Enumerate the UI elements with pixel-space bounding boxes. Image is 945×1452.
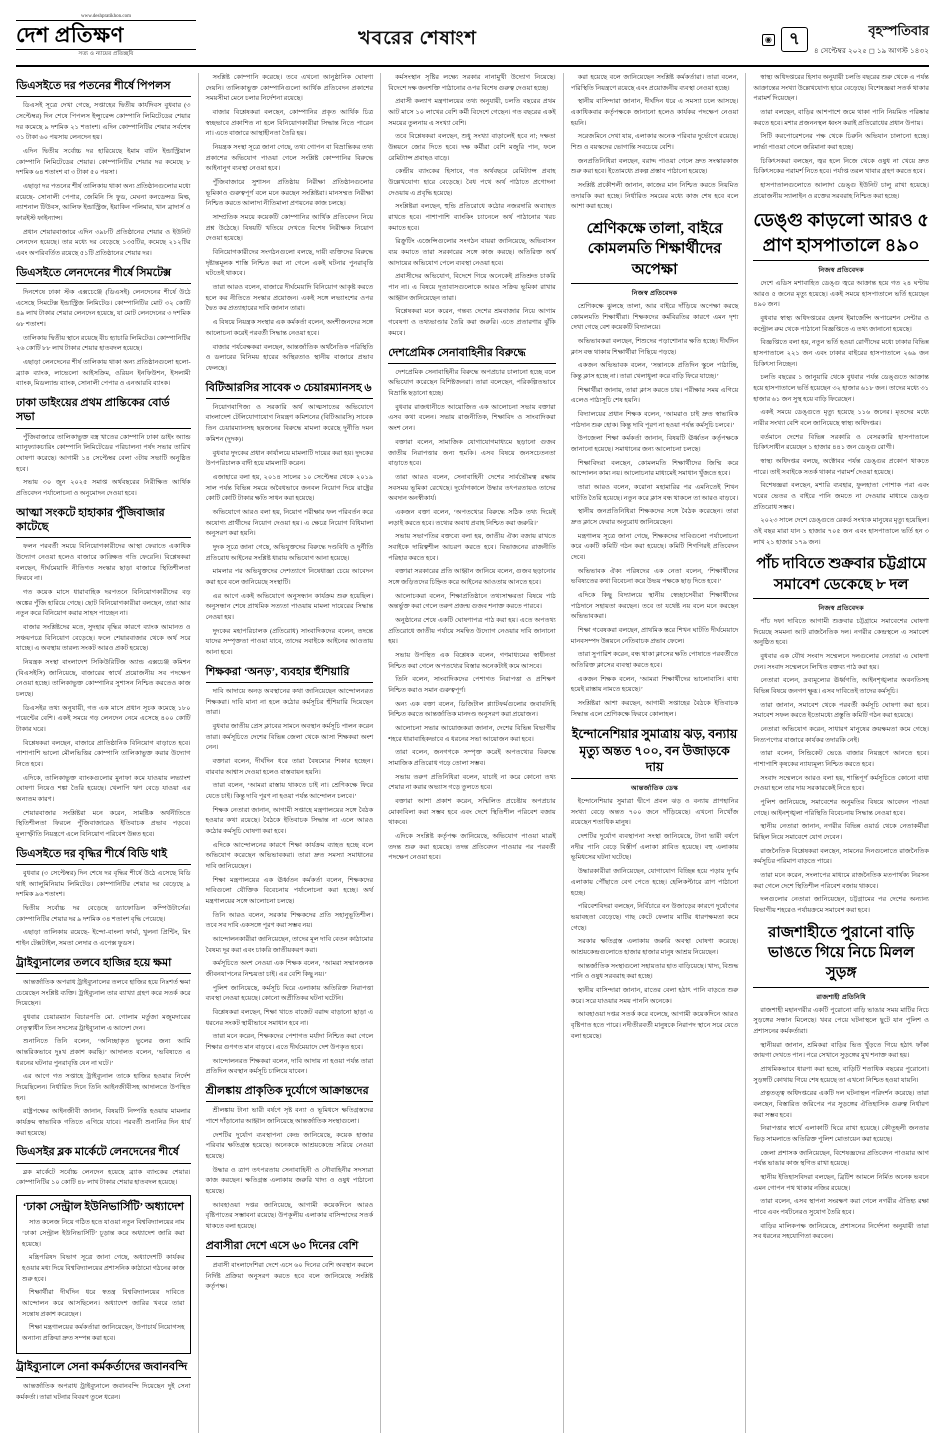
paragraph: নিয়োগবাণিজ্য ও সরকারি অর্থ আত্মসাতের অভিযোগে বাংলাদেশ টেলিযোগাযোগ নিয়ন্ত্রণ কমিশনের (বিটিআরসি) সাবেক তিন চেয়ারম্যানসহ ছয়জনের বিরুদ্ধে মামলা করেছে দুর্নীতি দমন কমিশন (দুদক)। (205, 403, 374, 443)
article-headline[interactable]: ডিএসইর ব্লক মার্কেটে লেনদেনের শীর্ষে (16, 1145, 191, 1163)
paragraph: অন্য এক বক্তা বলেন, ডিজিটাল প্ল্যাটফর্মগুলোর জবাবদিহি নিশ্চিত করতে আন্তর্জাতিক মানদণ্ড অনুসরণ করা প্রয়োজন। (388, 700, 556, 719)
article (16, 1360, 191, 1404)
paragraph: তারা আরও বলেন, করোনা মহামারির পর এমনিতেই শিখন ঘাটতি তৈরি হয়েছে। নতুন করে ক্লাস বন্ধ থাকলে তা আরও বাড়বে। (570, 483, 739, 502)
paragraph: উদ্ধারকারীরা জানিয়েছেন, যোগাযোগ বিচ্ছিন্ন হয়ে পড়ায় দুর্গম এলাকায় পৌঁছাতে বেগ পেতে হচ্ছে। হেলিকপ্টারে ত্রাণ পাঠানো হচ্ছে। (570, 868, 739, 897)
paragraph: একজন অভিভাবক বলেন, ‘সন্তানকে প্রতিদিন স্কুলে পাঠাচ্ছি, কিন্তু ক্লাস হচ্ছে না। তারা খেলাধুলা করে বাড়ি ফিরে যাচ্ছে।’ (570, 362, 739, 380)
paragraph: দেশটির দুর্যোগ ব্যবস্থাপনা কেন্দ্র জানিয়েছে, কয়েক হাজার পরিবার ক্ষতিগ্রস্ত হয়েছে। অনেককে আশ্রয়কেন্দ্রে সরিয়ে নেওয়া হয়েছে। (205, 1131, 374, 1161)
column-3 (381, 73, 564, 1433)
paragraph: এছাড়া দর পতনের শীর্ষ তালিকায় থাকা অন্য প্রতিষ্ঠানগুলোর মধ্যে রয়েছে- সোনালী পেপার, জেমিনি সি ফুড, মেঘনা কনডেন্সড মিল্ক, ন্যাশনাল টিউবস, আলিফ ইন্ডাস্ট্রিজ, ইয়াকিন পলিমার, খান ব্রাদার্স ও ফারইস্ট ফাইন্যান্স। (16, 183, 191, 223)
article-headline[interactable]: ইন্দোনেশিয়ার সুমাত্রায় ঝড়, বন্যায় মৃত্যু অন্তত ৭০০, বন উজাড়কে দায় (571, 726, 739, 779)
paragraph: দুদক সূত্রে জানা গেছে, অভিযুক্তদের বিরুদ্ধে দণ্ডবিধি ও দুর্নীতি প্রতিরোধ আইনের সংশ্লিষ্ট ধারায় অভিযোগ আনা হয়েছে। (205, 543, 374, 562)
paragraph: কর্মসংস্থান সৃষ্টির লক্ষ্যে সরকার নানামুখী উদ্যোগ নিয়েছে। বিদেশে দক্ষ জনশক্তি পাঠানোর ওপর বিশেষ গুরুত্ব দেওয়া হচ্ছে। (388, 74, 556, 92)
paragraph: পুঁজিবাজারে সুশাসন প্রতিষ্ঠায় নিরীক্ষা প্রতিষ্ঠানগুলোর ভূমিকাও গুরুত্বপূর্ণ বলে মনে করছেন সংশ্লিষ্টরা। মানসম্মত নিরীক্ষা নিশ্চিত করতে আলাদা নীতিমালা প্রণয়নের কাজ চলছে। (205, 179, 374, 208)
article-headline[interactable]: দেশপ্রেমিক সেনাবাহিনীর বিরুদ্ধে (388, 346, 556, 364)
publication-date: ৪ সেপ্টেম্বর ২০২৫ ◻ ১৯ আগস্ট ১৪৩২ (813, 47, 929, 55)
article-headline[interactable]: শিক্ষকরা ‘অনড়’, ব্যবহার হুঁশিয়ারি (206, 665, 374, 683)
paragraph: দিনশেষে ঢাকা স্টক এক্সচেঞ্জে (ডিএসই) লেনদেনের শীর্ষে উঠে এসেছে সিমটেক্স ইন্ডাস্ট্রিজ লিমিটেড। কোম্পানিটির মোট ৩২ কোটি ৪৯ লাখ টাকার শেয়ার লেনদেন হয়েছে, যা মোট লেনদেনের ৩ দশমিক ৬৮ শতাংশ। (16, 289, 191, 329)
paragraph: এদিকে সংশ্লিষ্ট কর্তৃপক্ষ জানিয়েছে, অভিযোগ পাওয়া মাত্রই তদন্ত শুরু করা হয়েছে। তদন্ত প্রতিবেদন পাওয়ার পর পরবর্তী পদক্ষেপ নেওয়া হবে। (388, 833, 556, 862)
article-headline[interactable]: ঢাকা ডাইংয়ের প্রথম প্রান্তিকের বোর্ড সভা (16, 396, 191, 429)
article-continuation (206, 73, 374, 374)
paragraph: এর আগে গত সপ্তাহে ট্রাইব্যুনাল তাকে হাজির হওয়ার নির্দেশ দিয়েছিলেন। নির্ধারিত দিনে তিনি আইনজীবীসহ আদালতে উপস্থিত হন। (16, 1073, 191, 1102)
paragraph: দ্বিতীয় সর্বোচ্চ দর বেড়েছে ড্যাফোডিল কম্পিউটার্সের। কোম্পানিটির শেয়ার দর ৯ দশমিক ৩৪ শতাংশ বৃদ্ধি পেয়েছে। (16, 905, 191, 923)
masthead (16, 14, 929, 67)
paragraph: সভায় উপস্থিত এক বিশ্লেষক বলেন, গণমাধ্যমের স্বাধীনতা নিশ্চিত করা গেলে অপতথ্যের বিস্তার অনেকটাই কমে আসবে। (388, 651, 556, 670)
paragraph: তারা আরও বলেন, সেনাবাহিনী দেশের সার্বভৌমত্ব রক্ষায় সবসময় ভূমিকা রেখেছে। দুর্যোগকালে উদ্ধার তৎপরতায়ও তাদের অবদান অনস্বীকার্য। (388, 473, 556, 503)
article-continuation (753, 73, 929, 202)
publication-logo[interactable] (16, 14, 196, 59)
paragraph: দেশপ্রেমিক সেনাবাহিনীর বিরুদ্ধে অপপ্রচার চালানো হচ্ছে বলে অভিযোগ করেছেন বিশিষ্টজনরা। তারা বলেছেন, পরিকল্পিতভাবে বিভ্রান্তি ছড়ানো হচ্ছে। (388, 368, 556, 398)
paragraph: করা হয়েছে বলে জানিয়েছেন সংশ্লিষ্ট কর্মকর্তারা। তারা বলেন, পরিস্থিতি নিয়ন্ত্রণে রয়েছে এবং প্রয়োজনীয় ব্যবস্থা নেওয়া হচ্ছে। (570, 74, 739, 92)
paragraph: তবে বিশ্লেষকরা বলছেন, শুধু সংখ্যা বাড়ালেই হবে না; দক্ষতা উন্নয়নে জোর দিতে হবে। দক্ষ কর্মীরা বেশি মজুরি পান, ফলে রেমিট্যান্স প্রবাহও বাড়ে। (388, 133, 556, 162)
article-headline[interactable]: ডিএসইতে দর বৃদ্ধির শীর্ষে বিডি থাই (16, 847, 191, 865)
paragraph: বাড়ির মালিকপক্ষ জানিয়েছে, প্রশাসনের নির্দেশনা অনুযায়ী তারা সব ধরনের সহযোগিতা করবেন। (753, 1222, 929, 1241)
article-headline[interactable]: আত্মা সংকটে হাহাকার পুঁজিবাজার কাটেছে (16, 506, 191, 539)
article-headline[interactable]: ‘ঢাকা সেন্ট্রাল ইউনিভার্সিটি’ অধ্যাদেশ (22, 1201, 184, 1214)
paragraph: নিয়ন্ত্রক সংস্থা বাংলাদেশ সিকিউরিটিজ অ্যান্ড এক্সচেঞ্জ কমিশন (বিএসইসি) জানিয়েছে, বাজারের স্বার্থে প্রয়োজনীয় সব পদক্ষেপ নেওয়া হচ্ছে। তালিকাভুক্ত কোম্পানির সুশাসন নিশ্চিত করতেও কাজ চলছে। (16, 659, 191, 699)
paragraph: বুধবার (৩ সেপ্টেম্বর) দিন শেষে দর বৃদ্ধির শীর্ষে উঠে এসেছে বিডি থাই অ্যালুমিনিয়াম লিমিটেড। কোম্পানিটির শেয়ার দর বেড়েছে ৯ দশমিক ৯৬ শতাংশ। (16, 870, 191, 899)
paragraph: তারা বলছেন, বাড়ির আশপাশে জমে থাকা পানি নিয়মিত পরিষ্কার করতে হবে। মশার প্রজননস্থল ধ্বংস করাই প্রতিরোধের প্রধান উপায়। (753, 109, 929, 127)
page-glyph-icon: ◉ (762, 34, 775, 46)
article-body (571, 302, 739, 721)
paragraph: অভিযোগে আরও বলা হয়, নিয়োগ পরীক্ষার ফল পরিবর্তন করে অযোগ্য প্রার্থীদের নিয়োগ দেওয়া হয়। এ ক্ষেত্রে নিয়োগ বিধিমালা অনুসরণ করা হয়নি। (205, 508, 374, 538)
paragraph: শিক্ষার্থীরা জানায়, তারা ক্লাস করতে চায়। পরীক্ষার সময় এগিয়ে এলেও পাঠ্যসূচি শেষ হয়নি। (570, 386, 739, 405)
paragraph: অভিভাবক ঐক্য পরিষদের এক নেতা বলেন, ‘শিক্ষার্থীদের ভবিষ্যতের কথা বিবেচনা করে উভয় পক্ষকে ছাড় দিতে হবে।’ (570, 567, 739, 586)
article (753, 554, 929, 916)
article-headline[interactable]: বিটিআরসির সাবেক ৩ চেয়ারম্যানসহ ৬ (206, 381, 374, 399)
article-headline[interactable]: রাজশাহীতে পুরানো বাড়ি ভাঙতে গিয়ে নিচে মিলল সুড়ঙ্গ (753, 923, 929, 988)
paragraph: শিক্ষা গবেষকরা বলছেন, প্রাথমিক স্তরে শিখন ঘাটতি দীর্ঘমেয়াদে মানবসম্পদ উন্নয়নে নেতিবাচক প্রভাব ফেলে। (570, 627, 739, 645)
paragraph: সাত কলেজ নিয়ে গঠিত হতে যাওয়া নতুন বিশ্ববিদ্যালয়ের নাম ‘ঢাকা সেন্ট্রাল ইউনিভার্সিটি’ চূড়ান্ত করে অধ্যাদেশ জারি করা হয়েছে। (22, 1219, 185, 1248)
logo-tagline: www.deshpratikhon.com (81, 14, 131, 19)
article-body (206, 73, 374, 374)
paragraph: দেশটির দুর্যোগ ব্যবস্থাপনা সংস্থা জানিয়েছে, টানা ভারী বর্ষণে নদীর পানি বেড়ে বিস্তীর্ণ এলাকা প্লাবিত হয়েছে। বহু এলাকায় ভূমিধসের ঘটনা ঘটেছে। (570, 833, 739, 862)
paragraph: সংশ্লিষ্টরা বলছেন, হুন্ডি প্রতিরোধে কঠোর নজরদারি অব্যাহত রাখতে হবে। পাশাপাশি ব্যাংকিং চ্যানেলে অর্থ পাঠানোর খরচ কমাতে হবে। (388, 203, 556, 232)
paragraph: বাজার সংশ্লিষ্টদের মতে, সুদহার বৃদ্ধির কারণে ব্যাংক আমানত ও সঞ্চয়পত্রে বিনিয়োগ বেড়েছে। ফলে শেয়ারবাজার থেকে অর্থ সরে যাচ্ছে। এ অবস্থায় তারল্য সংকট আরও প্রকট হয়েছে। (16, 624, 191, 653)
paragraph: তারা বলেন, সিন্ডিকেট ভেঙে বাজার নিয়ন্ত্রণে আনতে হবে। পাশাপাশি কৃষকের ন্যায্যমূল্য নিশ্চিত করতে হবে। (753, 750, 929, 769)
paragraph: মন্ত্রিপরিষদ বিভাগ সূত্রে জানা গেছে, অধ্যাদেশটি কার্যকর হওয়ার মধ্য দিয়ে বিশ্ববিদ্যালয়ের প্রশাসনিক কাঠামো গঠনের কাজ শুরু হবে। (22, 1254, 185, 1283)
article (206, 1239, 374, 1293)
paragraph: প্রবাসীদের অভিযোগ, বিদেশে গিয়ে অনেকেই প্রতিশ্রুত চাকরি পান না। এ বিষয়ে দূতাবাসগুলোকে আরও সক্রিয় ভূমিকা রাখার আহ্বান জানিয়েছেন তারা। (388, 273, 556, 302)
paragraph: তারা বলেন, এসব স্থাপনা সংরক্ষণ করা গেলে নগরীর ঐতিহ্য রক্ষা পাবে এবং পর্যটনেরও সুযোগ তৈরি হবে। (753, 1198, 929, 1216)
article-body (206, 1106, 374, 1232)
article-headline[interactable]: ডেঙ্গু কাড়লো আরও ৫ প্রাণ হাসপাতালে ৪৯০ (753, 208, 929, 261)
article-boxed (16, 1195, 191, 1354)
paragraph: শিক্ষাবিদরা বলছেন, কোমলমতি শিক্ষার্থীদের জিম্মি করে আন্দোলন কাম্য নয়। আলোচনার মাধ্যমেই সমাধান খুঁজতে হবে। (570, 459, 739, 478)
day-name: বৃহস্পতিবার (868, 23, 929, 38)
article-body (16, 869, 191, 950)
article-headline[interactable]: শ্রেণিকক্ষে তালা, বাইরে কোমলমতি শিক্ষার্থীদের অপেক্ষা (571, 219, 739, 284)
paragraph: পরিবেশবিদরা বলছেন, নির্বিচারে বন উজাড়ের কারণে দুর্যোগের ভয়াবহতা বেড়েছে। গাছ কেটে ফেলায় মাটির ধারণক্ষমতা কমে গেছে। (570, 903, 739, 932)
paragraph: রাজশাহী মহানগরীর একটি পুরোনো বাড়ি ভাঙার সময় মাটির নিচে সুড়ঙ্গের সন্ধান মিলেছে। খবর পেয়ে ঘটনাস্থলে ছুটে যান পুলিশ ও প্রশাসনের কর্মকর্তারা। (753, 1006, 929, 1035)
paragraph: নেতারা বলেন, দ্রব্যমূল্যের ঊর্ধ্বগতি, আইনশৃঙ্খলার অবনতিসহ বিভিন্ন বিষয়ে জনগণ ক্ষুব্ধ। এসব দাবিতেই তাদের কর্মসূচি। (753, 677, 929, 696)
paragraph: বক্তারা বলেন, দীর্ঘদিন ধরে তারা বৈষম্যের শিকার হচ্ছেন। বারবার আশ্বাস দেওয়া হলেও বাস্তবায়ন হয়নি। (205, 757, 374, 776)
paragraph: শ্রীলঙ্কায় টানা ভারী বর্ষণে সৃষ্ট বন্যা ও ভূমিধসে ক্ষতিগ্রস্তদের পাশে দাঁড়ানোর আহ্বান জানিয়েছে আন্তর্জাতিক সংস্থাগুলো। (205, 1107, 374, 1126)
paragraph: শিক্ষার্থীরা দীর্ঘদিন ধরে স্বতন্ত্র বিশ্ববিদ্যালয়ের দাবিতে আন্দোলন করে আসছিলেন। অধ্যাদেশ জারির খবরে তারা সন্তোষ প্রকাশ করেছেন। (22, 1289, 185, 1318)
paragraph: বিশ্লেষকরা বলছেন, শিক্ষা খাতে বাজেট বরাদ্দ বাড়ানো ছাড়া এ ধরনের সংকট স্থায়ীভাবে সমাধান হবে না। (205, 1009, 374, 1027)
paragraph: মামলার পর অভিযুক্তদের দেশত্যাগে নিষেধাজ্ঞা চেয়ে আবেদন করা হবে বলে জানিয়েছে সংস্থাটি। (205, 568, 374, 586)
article-body (388, 368, 556, 829)
paragraph: সভায় ৩০ জুন ২০২৫ সমাপ্ত অর্থবছরের নিরীক্ষিত আর্থিক প্রতিবেদন পর্যালোচনা ও অনুমোদন দেওয়া হবে। (16, 479, 191, 498)
paragraph: আবহাওয়া দপ্তর জানিয়েছে, আগামী কয়েকদিনে আরও বৃষ্টিপাতের সম্ভাবনা রয়েছে। উপকূলীয় এলাকার বাসিন্দাদের সতর্ক থাকতে বলা হয়েছে। (205, 1201, 374, 1231)
paragraph: গত কয়েক মাসে ধারাবাহিক দরপতনে বিনিয়োগকারীদের বড় অঙ্কের পুঁজি হারিয়ে গেছে। ছোট বিনিয়োগকারীরা বলছেন, তারা আর নতুন করে বিনিয়োগ করার সাহস পাচ্ছেন না। (16, 589, 191, 618)
paragraph: ডিএসই সূত্রে দেখা গেছে, সপ্তাহের দ্বিতীয় কার্যদিবস বুধবার (৩ সেপ্টেম্বর) দিন শেষে পিপলস ইন্স্যুরেন্স কোম্পানি লিমিটেডের শেয়ার দর কমেছে ৯ দশমিক ২১ শতাংশ। এদিন কোম্পানিটির শেয়ার সর্বশেষ ৩১ টাকা ৬০ পয়সায় লেনদেন হয়। (16, 102, 191, 142)
paragraph: মন্ত্রণালয় সূত্রে জানা গেছে, শিক্ষকদের দাবিগুলো পর্যালোচনা করে একটি কমিটি গঠন করা হয়েছে। কমিটি শিগগিরই প্রতিবেদন দেবে। (570, 532, 739, 561)
paragraph: রাজনৈতিক বিশ্লেষকরা বলছেন, সামনের দিনগুলোতে রাজনৈতিক কর্মসূচির পরিমাণ বাড়তে পারে। (753, 847, 929, 866)
paragraph: আন্তর্জাতিক সংস্থাগুলো সহায়তার হাত বাড়িয়েছে। খাদ্য, বিশুদ্ধ পানি ও ওষুধ সরবরাহ করা হচ্ছে। (570, 962, 739, 981)
paragraph: ২০২৩ সালে দেশে ডেঙ্গুতে রেকর্ড সংখ্যক মানুষের মৃত্যু হয়েছিল। ওই বছর মারা যান ১ হাজার ৭০৫ জন এবং হাসপাতালে ভর্তি হন ৩ লাখ ২১ হাজার ১৭৯ জন। (753, 517, 929, 546)
paragraph: স্বাস্থ্য অধিদপ্তরের হিসাব অনুযায়ী চলতি বছরের শুরু থেকে এ পর্যন্ত আক্রান্তের সংখ্যা উল্লেখযোগ্য হারে বেড়েছে। বিশেষজ্ঞরা সতর্ক থাকার পরামর্শ দিয়েছেন। (753, 74, 929, 103)
article-body (16, 1168, 191, 1189)
publication-name: দেশ প্রতিক্ষণ (16, 20, 196, 50)
paragraph: এদিকে, তালিকাভুক্ত ব্যাংকগুলোর মুনাফা কমে যাওয়ায় লভ্যাংশ ঘোষণা নিয়েও শঙ্কা তৈরি হয়েছে। খেলাপি ঋণ বেড়ে যাওয়া এর অন্যতম কারণ। (16, 774, 191, 804)
article-body (16, 1382, 191, 1403)
paragraph: নিয়ন্ত্রক সংস্থা সূত্রে জানা গেছে, তথ্য গোপন বা বিভ্রান্তিকর তথ্য প্রকাশের অভিযোগ পাওয়া গেলে সংশ্লিষ্ট কোম্পানির বিরুদ্ধে আইনানুগ ব্যবস্থা নেওয়া হবে। (205, 144, 374, 173)
article-byline: নিজস্ব প্রতিবেদক (818, 604, 864, 612)
paragraph: বিদ্যালয়ের প্রধান শিক্ষক বলেন, ‘আমরাও চাই দ্রুত স্বাভাবিক পাঠদান শুরু হোক। কিন্তু দাবি পূরণ না হওয়া পর্যন্ত কর্মসূচি চলবে।’ (570, 410, 739, 429)
paragraph: পুলিশ জানিয়েছে, কর্মসূচি ঘিরে এলাকায় অতিরিক্ত নিরাপত্তা ব্যবস্থা নেওয়া হয়েছে। কোনো অপ্রীতিকর ঘটনা ঘটেনি। (205, 984, 374, 1003)
paragraph: বিশ্লেষকরা মনে করেন, গন্তব্য দেশের শ্রমবাজার নিয়ে আগাম গবেষণা ও তথ্যভাণ্ডার তৈরি করা জরুরি। এতে প্রতারণার ঝুঁকি কমবে। (388, 308, 556, 337)
article (206, 381, 374, 659)
paragraph: নেতারা অভিযোগ করেন, সাধারণ মানুষের ক্রয়ক্ষমতা কমে গেছে। নিত্যপণ্যের বাজারে কার্যকর তদারকি নেই। (753, 726, 929, 744)
article (16, 79, 191, 260)
article-body (571, 73, 739, 213)
paragraph: বক্তারা আশা প্রকাশ করেন, সম্মিলিত প্রচেষ্টায় অপপ্রচার মোকাবিলা করা সম্ভব হবে এবং দেশে স্থিতিশীল পরিবেশ বজায় থাকবে। (388, 797, 556, 827)
paragraph: আন্তর্জাতিক অপরাধ ট্রাইব্যুনালের তলবে হাজির হয়ে নিঃশর্ত ক্ষমা চেয়েছেন সংশ্লিষ্ট ব্যক্তি। ট্রাইব্যুনাল তার ব্যাখ্যা গ্রহণ করে সতর্ক করে দিয়েছেন। (16, 979, 191, 1008)
paragraph: তারা সুপারিশ করেন, বন্ধ থাকা ক্লাসের ক্ষতি পোষাতে পরবর্তীতে অতিরিক্ত ক্লাসের ব্যবস্থা করতে হবে। (570, 651, 739, 670)
article (16, 396, 191, 500)
article-body (22, 1218, 185, 1344)
article-body (206, 687, 374, 1078)
publication-slogan: সত্য ও ন্যায়ের প্রতিচ্ছবি (78, 51, 134, 58)
paragraph: তারা আরও বলেন, বাজারে দীর্ঘমেয়াদি বিনিয়োগ আকৃষ্ট করতে হলে কর নীতিতে সংস্কার প্রয়োজন। একই সঙ্গে লভ্যাংশের ওপর দ্বৈত কর প্রত্যাহারের দাবি জানান তারা। (205, 284, 374, 313)
page-meta (639, 14, 929, 57)
paragraph: আন্তর্জাতিক অপরাধ ট্রাইব্যুনালে জবানবন্দি দিয়েছেন দুই সেনা কর্মকর্তা। তারা ঘটনার বিবরণ তুলে ধরেন। (16, 1383, 191, 1401)
paragraph: দলগুলোর নেতারা জানিয়েছেন, চট্টগ্রামের পর দেশের অন্যান্য বিভাগীয় শহরেও পর্যায়ক্রমে সমাবেশ করা হবে। (753, 896, 929, 915)
paragraph: সরেজমিনে দেখা যায়, এলাকার অনেক পরিবার দুর্ভোগে রয়েছে। শিশু ও বয়স্কদের ভোগান্তি সবচেয়ে বেশি। (570, 133, 739, 152)
paragraph: বুধবার চেয়ারম্যান বিচারপতি মো. গোলাম মর্তুজা মজুমদারের নেতৃত্বাধীন তিন সদস্যের ট্রাইব্যুনাল এ আদেশ দেন। (16, 1014, 191, 1032)
article-body (16, 101, 191, 259)
paragraph: পুঁজিবাজারে তালিকাভুক্ত বস্ত্র খাতের কোম্পানি ঢাকা ডাইং অ্যান্ড ম্যানুফ্যাকচারিং কোম্পানি লিমিটেডের পরিচালনা পর্ষদ সভার তারিখ ঘোষণা করেছে। আগামী ১৪ সেপ্টেম্বর বেলা ৩টায় সভাটি অনুষ্ঠিত হবে। (16, 433, 191, 473)
paragraph: সংশ্লিষ্ট কোম্পানি করেছে। তবে এখনো আনুষ্ঠানিক ঘোষণা দেয়নি। তালিকাভুক্ত কোম্পানিগুলো আর্থিক প্রতিবেদন প্রকাশের সময়সীমা মেনে চলার নির্দেশনা রয়েছে। (205, 74, 374, 103)
paragraph: পুলিশ জানিয়েছে, সমাবেশের অনুমতির বিষয়ে আবেদন পাওয়া গেছে। আইনশৃঙ্খলা পরিস্থিতি বিবেচনায় সিদ্ধান্ত নেওয়া হবে। (753, 799, 929, 817)
article-body (206, 1261, 374, 1293)
paragraph: সংবাদ সম্মেলনে আরও বলা হয়, শান্তিপূর্ণ কর্মসূচিতে কোনো বাধা দেওয়া হলে তার দায় সরকারকেই নিতে হবে। (753, 774, 929, 793)
paragraph: স্থানীয় বাসিন্দারা জানান, দীর্ঘদিন ধরে এ সমস্যা চলে আসছে। একাধিকবার কর্তৃপক্ষকে জানানো হলেও কার্যকর পদক্ষেপ নেওয়া হয়নি। (570, 98, 739, 127)
paragraph: বক্তারা বলেন, সামাজিক যোগাযোগমাধ্যমে ছড়ানো গুজব জাতীয় নিরাপত্তার জন্য হুমকি। এসব বিষয়ে জনসচেতনতা বাড়াতে হবে। (388, 438, 556, 468)
paragraph: একই সময়ে ডেঙ্গুতে মৃত্যু হয়েছে ১১৬ জনের। মৃতদের মধ্যে নারীর সংখ্যা বেশি বলে জানিয়েছে স্বাস্থ্য অধিদপ্তর। (753, 409, 929, 428)
page-number: ৭ (781, 27, 808, 51)
article (753, 923, 929, 1243)
article-byline: নিজস্ব প্রতিবেদক (818, 267, 864, 275)
paragraph: চলতি বছরের ১ জানুয়ারি থেকে বুধবার পর্যন্ত ডেঙ্গুতে আক্রান্ত হয়ে হাসপাতালে ভর্তি হয়েছেন ৩২ হাজার ৬১৮ জন। তাদের মধ্যে ৩১ হাজার ৬১ জন সুস্থ হয়ে বাড়ি ফিরেছেন। (753, 374, 929, 403)
paragraph: রিক্রুটিং এজেন্সিগুলোর সংগঠন বায়রা জানিয়েছে, অভিবাসন ব্যয় কমাতে তারা সরকারের সঙ্গে কাজ করছে। অতিরিক্ত অর্থ আদায়ের অভিযোগ পেলে ব্যবস্থা নেওয়া হবে। (388, 238, 556, 267)
paragraph: সরকার ক্ষতিগ্রস্ত এলাকায় জরুরি অবস্থা ঘোষণা করেছে। আশ্রয়কেন্দ্রগুলোতে হাজার হাজার মানুষ আশ্রয় নিয়েছেন। (570, 938, 739, 956)
paragraph: প্রত্নতত্ত্ব অধিদপ্তরের একটি দল ঘটনাস্থল পরিদর্শন করেছে। তারা বলছেন, বিস্তারিত জরিপের পর সুড়ঙ্গের ঐতিহাসিক গুরুত্ব নির্ধারণ করা সম্ভব হবে। (753, 1090, 929, 1119)
paragraph: একজন শিক্ষক বলেন, ‘আমরা শিক্ষার্থীদের ভালোবাসি। বাধ্য হয়েই রাস্তায় নামতে হয়েছে।’ (570, 675, 739, 694)
article-headline[interactable]: ট্রাইব্যুনালের তলবে হাজির হয়ে ক্ষমা (16, 956, 191, 974)
section-title: খবরের শেষাংশ (358, 28, 477, 49)
article-headline[interactable]: ডিএসইতে লেনদেনের শীর্ষে সিমটেক্স (16, 266, 191, 284)
column-2 (199, 73, 382, 1433)
article-body (753, 617, 929, 917)
paragraph: নিরাপত্তার স্বার্থে এলাকাটি ঘিরে রাখা হয়েছে। কৌতূহলী জনতার ভিড় সামলাতে অতিরিক্ত পুলিশ মোতায়েন করা হয়েছে। (753, 1125, 929, 1143)
paragraph: ডিএসইর তথ্য অনুযায়ী, গত এক মাসে প্রধান সূচক কমেছে ১৮০ পয়েন্টের বেশি। একই সময়ে গড় লেনদেন নেমে এসেছে ৪০০ কোটি টাকার ঘরে। (16, 704, 191, 734)
article-featured (571, 219, 739, 720)
paragraph: জনপ্রতিনিধিরা বলছেন, বরাদ্দ পাওয়া গেলে দ্রুত সংস্কারকাজ শুরু করা হবে। ইতোমধ্যে প্রকল্প প্রস্তাব পাঠানো হয়েছে। (570, 157, 739, 176)
article (206, 665, 374, 1078)
paragraph: সাম্প্রতিক সময়ে কয়েকটি কোম্পানির আর্থিক প্রতিবেদন নিয়ে প্রশ্ন উঠেছে। বিষয়টি খতিয়ে দেখতে বিশেষ নিরীক্ষক নিয়োগ দেওয়া হয়েছে। (205, 214, 374, 243)
article (16, 506, 191, 841)
paragraph: বক্তারা সরকারের প্রতি আহ্বান জানিয়ে বলেন, গুজব ছড়ানোর সঙ্গে জড়িতদের চিহ্নিত করে আইনের আওতায় আনতে হবে। (388, 568, 556, 586)
paragraph: স্থানীয় নেতারা জানান, নগরীর বিভিন্ন ওয়ার্ড থেকে নেতাকর্মীরা মিছিল নিয়ে সমাবেশে যোগ দেবেন। (753, 823, 929, 842)
section-header (196, 14, 639, 56)
paragraph: অভিভাবকরা বলছেন, শিশুদের পড়াশোনার ক্ষতি হচ্ছে। দীর্ঘদিন ক্লাস বন্ধ থাকায় শিক্ষার্থীরা পিছিয়ে পড়ছে। (570, 337, 739, 356)
article-byline: নিজস্ব প্রতিবেদক (631, 289, 678, 297)
paragraph: বিজ্ঞপ্তিতে বলা হয়, নতুন ভর্তি হওয়া রোগীদের মধ্যে ঢাকার বিভিন্ন হাসপাতালে ২২১ জন এবং ঢাকার বাইরের হাসপাতালে ২৬৯ জন চিকিৎসা নিচ্ছেন। (753, 339, 929, 368)
paragraph: বুধবার জাতীয় প্রেস ক্লাবের সামনে অবস্থান কর্মসূচি পালন করেন তারা। কর্মসূচিতে দেশের বিভিন্ন জেলা থেকে আসা শিক্ষকরা অংশ নেন। (205, 722, 374, 752)
article-continuation (388, 73, 556, 339)
paragraph: তারা জানান, সমাবেশ থেকে পরবর্তী কর্মসূচি ঘোষণা করা হবে। সমাবেশ সফল করতে ইতোমধ্যে প্রস্তুতি কমিটি গঠন করা হয়েছে। (753, 701, 929, 720)
article-headline[interactable]: পাঁচ দাবিতে শুক্রবার চট্টগ্রামে সমাবেশ ডেকেছে ৮ দল (753, 554, 929, 599)
paragraph: উদ্ধার ও ত্রাণ তৎপরতায় সেনাবাহিনী ও নৌবাহিনীর সদস্যরা কাজ করছেন। ক্ষতিগ্রস্ত এলাকায় জরুরি খাদ্য ও ওষুধ পাঠানো হয়েছে। (205, 1166, 374, 1196)
paragraph: ফলন পরবর্তী সময়ে বিনিয়োগকারীদের আস্থা ফেরাতে একাধিক উদ্যোগ নেওয়া হলেও বাজারে কাঙ্ক্ষিত গতি ফেরেনি। বিশ্লেষকরা বলছেন, দীর্ঘমেয়াদি নীতিগত সংস্কার ছাড়া বাজারে স্থিতিশীলতা ফিরবে না। (16, 543, 191, 583)
paragraph: উপজেলা শিক্ষা কর্মকর্তা জানান, বিষয়টি ঊর্ধ্বতন কর্তৃপক্ষকে জানানো হয়েছে। সমাধানের জন্য আলোচনা চলছে। (570, 435, 739, 453)
paragraph: ইন্দোনেশিয়ার সুমাত্রা দ্বীপে প্রবল ঝড় ও বন্যায় প্রাণহানির সংখ্যা বেড়ে অন্তত ৭০০ জনে দাঁড়িয়েছে। এখনো নিখোঁজ রয়েছেন শতাধিক মানুষ। (570, 798, 739, 827)
paragraph: আবহাওয়া দপ্তর সতর্ক করে বলেছে, আগামী কয়েকদিনে আরও বৃষ্টিপাত হতে পারে। নদীতীরবর্তী মানুষকে নিরাপদ স্থানে সরে যেতে বলা হয়েছে। (570, 1011, 739, 1040)
paragraph: চিকিৎসকরা বলছেন, জ্বর হলে নিজে থেকে ওষুধ না খেয়ে দ্রুত চিকিৎসকের পরামর্শ নিতে হবে। পর্যাপ্ত তরল খাবার গ্রহণ করতে হবে। (753, 157, 929, 176)
article-body (753, 279, 929, 548)
article-body (206, 403, 374, 659)
paragraph: এ বিষয়ে নিয়ন্ত্রক সংস্থার এক কর্মকর্তা বলেন, অংশীজনদের সঙ্গে আলোচনা করেই পরবর্তী সিদ্ধান্ত নেওয়া হবে। (205, 319, 374, 337)
article-body (16, 433, 191, 500)
article-body (571, 797, 739, 1042)
paragraph: দুদকের মহাপরিচালক (প্রতিরোধ) সাংবাদিকদের বলেন, তদন্তে যাদের সম্পৃক্ততা পাওয়া যাবে, তাদের সবাইকে আইনের আওতায় আনা হবে। (205, 627, 374, 656)
paragraph: শিক্ষক নেতারা জানান, আগামী সপ্তাহে মন্ত্রণালয়ের সঙ্গে বৈঠক হওয়ার কথা রয়েছে। বৈঠকে ইতিবাচক সিদ্ধান্ত না এলে আরও কঠোর কর্মসূচি ঘোষণা করা হবে। (205, 806, 374, 835)
paragraph: সভায় তরুণ প্রতিনিধিরা বলেন, যাচাই না করে কোনো তথ্য শেয়ার না করার অভ্যাস গড়ে তুলতে হবে। (388, 773, 556, 792)
article-body (753, 73, 929, 202)
paragraph: শিক্ষা মন্ত্রণালয়ের কর্মকর্তারা জানিয়েছেন, উপাচার্য নিয়োগসহ অন্যান্য প্রক্রিয়া দ্রুত সম্পন্ন করা হবে। (22, 1324, 185, 1343)
paragraph: প্রবাসী কল্যাণ মন্ত্রণালয়ের তথ্য অনুযায়ী, চলতি বছরের প্রথম আট মাসে ১০ লাখের বেশি কর্মী বিদেশে গেছেন। গত বছরের একই সময়ের তুলনায় এ সংখ্যা বেশি। (388, 98, 556, 127)
paragraph: তালিকায় দ্বিতীয় স্থানে রয়েছে বীচ হ্যাচারি লিমিটেড। কোম্পানিটির ২৬ কোটি ৮৮ লাখ টাকার শেয়ার হাতবদল হয়েছে। (16, 334, 191, 353)
paragraph: বিনিয়োগকারীদের সংগঠনগুলো বলছে, দায়ী ব্যক্তিদের বিরুদ্ধে দৃষ্টান্তমূলক শাস্তি নিশ্চিত করা না গেলে একই ঘটনার পুনরাবৃত্তি ঘটতেই থাকবে। (205, 249, 374, 278)
article-byline: আন্তর্জাতিক ডেস্ক (630, 785, 679, 793)
article-headline[interactable]: শ্রীলঙ্কায় প্রাকৃতিক দুর্যোগে আক্রান্তদের (206, 1084, 374, 1102)
paragraph: হাসপাতালগুলোতে আলাদা ডেঙ্গু ইউনিট চালু রাখা হয়েছে। প্রয়োজনীয় স্যালাইন ও রক্তের সরবরাহ নিশ্চিত করা হচ্ছে। (753, 182, 929, 200)
paragraph: আন্দোলনকারীরা জানিয়েছেন, তাদের মূল দাবি বেতন কাঠামোর বৈষম্য দূর করা এবং চাকরি জাতীয়করণ করা। (205, 936, 374, 954)
paragraph: রাষ্ট্রপক্ষের আইনজীবী জানান, বিষয়টি নিষ্পত্তি হওয়ায় মামলার কার্যক্রম স্বাভাবিক গতিতে এগিয়ে যাবে। পরবর্তী শুনানির দিন ধার্য করা হয়েছে। (16, 1108, 191, 1137)
paragraph: স্থানীয় ইতিহাসবিদরা বলছেন, ব্রিটিশ আমলে নির্মিত অনেক ভবনে এমন গোপন পথ থাকার নজির রয়েছে। (753, 1173, 929, 1192)
article (16, 1145, 191, 1189)
paragraph: আন্দোলনরত শিক্ষকরা বলেন, দাবি আদায় না হওয়া পর্যন্ত তারা প্রতিদিন অবস্থান কর্মসূচি চালিয়ে যাবেন। (205, 1057, 374, 1076)
paragraph: বুধবার স্বাস্থ্য অধিদপ্তরের হেলথ ইমার্জেন্সি অপারেশন সেন্টার ও কন্ট্রোল রুম থেকে পাঠানো বিজ্ঞপ্তিতে এ তথ্য জানানো হয়েছে। (753, 315, 929, 333)
paragraph: স্থানীয়রা জানান, শ্রমিকরা বাড়ির ভিত খুঁড়তে গিয়ে হঠাৎ ফাঁকা জায়গা দেখতে পান। পরে সেখানে সুড়ঙ্গের মুখ শনাক্ত করা হয়। (753, 1041, 929, 1060)
paragraph: এদিন দ্বিতীয় সর্বোচ্চ দর হারিয়েছে ইমাম বাটন ইন্ডাস্ট্রিয়াল কোম্পানি লিমিটেডের শেয়ার। কোম্পানিটির শেয়ার দর কমেছে ৮ দশমিক ৬৪ শতাংশ বা ৩ টাকা ৫০ পয়সা। (16, 148, 191, 177)
article-headline[interactable]: প্রবাসীরা দেশে এসে ৬০ দিনের বেশি (206, 1239, 374, 1257)
article (571, 726, 739, 1042)
paragraph: বাজার বিশ্লেষকরা বলছেন, কোম্পানির প্রকৃত আর্থিক চিত্র স্বচ্ছভাবে প্রকাশিত না হলে বিনিয়োগকারীরা সিদ্ধান্ত নিতে পারেন না। এতে বাজারে আস্থাহীনতা তৈরি হয়। (205, 109, 374, 138)
paragraph: সভায় সভাপতির বক্তব্যে বলা হয়, জাতীয় ঐক্য বজায় রাখতে সবাইকে দায়িত্বশীল আচরণ করতে হবে। বিভাজনের রাজনীতি পরিহার করতে হবে। (388, 533, 556, 562)
paragraph: এর আগে একই অভিযোগে অনুসন্ধান কার্যক্রম শুরু হয়েছিল। অনুসন্ধান শেষে প্রাথমিক সত্যতা পাওয়ায় মামলা দায়েরের সিদ্ধান্ত নেওয়া হয়। (205, 592, 374, 621)
article-headline[interactable]: ট্রাইব্যুনালে সেনা কর্মকর্তাদের জবানবন্দি (16, 1360, 191, 1378)
article-body (388, 832, 556, 864)
paragraph: বুধবার এক যৌথ সংবাদ সম্মেলনে দলগুলোর নেতারা এ ঘোষণা দেন। সংবাদ সম্মেলনে লিখিত বক্তব্য পাঠ করা হয়। (753, 653, 929, 671)
paragraph: এদিকে আন্দোলনের কারণে শিক্ষা কার্যক্রম ব্যাহত হচ্ছে বলে অভিযোগ করেছেন অভিভাবকরা। তারা দ্রুত সমস্যা সমাধানের দাবি জানিয়েছেন। (205, 841, 374, 870)
paragraph: শেয়ারবাজার সংশ্লিষ্টরা মনে করেন, সামষ্টিক অর্থনীতিতে স্থিতিশীলতা ফিরলে পুঁজিবাজারেও ইতিবাচক প্রভাব পড়বে। মূল্যস্ফীতি নিয়ন্ত্রণে এলে বিনিয়োগ পরিবেশ উন্নত হবে। (16, 809, 191, 839)
paragraph: পাঁচ দফা দাবিতে আগামী শুক্রবার চট্টগ্রামে সমাবেশের ঘোষণা দিয়েছে সমমনা আট রাজনৈতিক দল। নগরীর কেন্দ্রস্থলে এ সমাবেশ অনুষ্ঠিত হবে। (753, 617, 929, 647)
paragraph: তারা বলেন, ‘আমরা রাস্তায় থাকতে চাই না। শ্রেণিকক্ষে ফিরে যেতে চাই। কিন্তু দাবি পূরণ না হওয়া পর্যন্ত আন্দোলন চলবে।’ (205, 782, 374, 800)
paragraph: বিশ্লেষকরা বলছেন, বাজারে প্রাতিষ্ঠানিক বিনিয়োগ বাড়াতে হবে। পাশাপাশি ভালো মৌলভিত্তির কোম্পানি তালিকাভুক্ত করার উদ্যোগ নিতে হবে। (16, 739, 191, 769)
paragraph: অনুষ্ঠানের শেষে একটি ঘোষণাপত্র পাঠ করা হয়। এতে অপতথ্য প্রতিরোধে জাতীয় পর্যায়ে সমন্বিত উদ্যোগ নেওয়ার দাবি জানানো হয়। (388, 616, 556, 646)
paragraph: একজন বক্তা বলেন, ‘অপতথ্যের বিরুদ্ধে সঠিক তথ্য দিয়েই লড়াই করতে হবে। তথ্যের অবাধ প্রবাহ নিশ্চিত করা জরুরি।’ (388, 508, 556, 527)
article-body (16, 288, 191, 390)
paragraph: স্বাস্থ্য অধিদপ্তর বলছে, অক্টোবর পর্যন্ত ডেঙ্গুর প্রকোপ থাকতে পারে। তাই সবাইকে সতর্ক থাকার পরামর্শ দেওয়া হয়েছে। (753, 458, 929, 476)
paragraph: দাবি আদায়ে অনড় অবস্থানের কথা জানিয়েছেন আন্দোলনরত শিক্ষকরা। দাবি মানা না হলে কঠোর কর্মসূচির হুঁশিয়ারি দিয়েছেন তারা। (205, 687, 374, 717)
paragraph: এজাহারে বলা হয়, ২০১৪ সালের ১০ সেপ্টেম্বর থেকে ২০১৯ সাল পর্যন্ত বিভিন্ন সময়ে অবৈধভাবে জনবল নিয়োগ দিয়ে রাষ্ট্রের কোটি কোটি টাকার ক্ষতি সাধন করা হয়েছে। (205, 473, 374, 503)
paragraph: এদিকে কিছু বিদ্যালয়ে স্থানীয় স্বেচ্ছাসেবীরা শিক্ষার্থীদের পাঠদানে সহায়তা করছেন। তবে তা যথেষ্ট নয় বলে মনে করছেন অভিভাবকরা। (570, 591, 739, 621)
paragraph: এছাড়া তালিকায় রয়েছে- ইন্দো-বাংলা ফার্মা, খুলনা প্রিন্টিং, রিং শাইন টেক্সটাইল, সমতা লেদার ও এপেক্স ফুডস। (16, 929, 191, 948)
article-lead (753, 208, 929, 548)
paragraph: তারা মনে করেন, সংলাপের মাধ্যমে রাজনৈতিক মতপার্থক্য নিরসন করা গেলে দেশে স্থিতিশীল পরিবেশ বজায় থাকবে। (753, 872, 929, 890)
paragraph: বুধবার রাজধানীতে আয়োজিত এক আলোচনা সভায় বক্তারা এসব কথা বলেন। সভায় রাজনীতিক, শিক্ষাবিদ ও সাংবাদিকরা অংশ নেন। (388, 403, 556, 433)
paragraph: প্রাথমিকভাবে ধারণা করা হচ্ছে, বাড়িটি শতাধিক বছরের পুরোনো। সুড়ঙ্গটি কোথায় গিয়ে শেষ হয়েছে তা এখনো নিশ্চিত হওয়া যায়নি। (753, 1065, 929, 1084)
paragraph: জেলা প্রশাসক জানিয়েছেন, বিশেষজ্ঞদের প্রতিবেদন পাওয়ার আগ পর্যন্ত ভাঙার কাজ স্থগিত রাখা হয়েছে। (753, 1149, 929, 1168)
paragraph: বর্তমানে দেশের বিভিন্ন সরকারি ও বেসরকারি হাসপাতালে চিকিৎসাধীন রয়েছেন ১ হাজার ৪৪১ জন ডেঙ্গু রোগী। (753, 433, 929, 452)
article (388, 346, 556, 830)
paragraph: স্থানীয় বাসিন্দারা জানান, রাতের বেলা হঠাৎ পানি বাড়তে শুরু করে। সরে যাওয়ার সময় পাননি অনেকে। (570, 986, 739, 1005)
article-body (16, 542, 191, 840)
paragraph: সংশ্লিষ্ট প্রকৌশলী জানান, কাজের মান নিশ্চিত করতে নিয়মিত তদারকি করা হচ্ছে। নির্ধারিত সময়ের মধ্যে কাজ শেষ হবে বলে আশা করা হচ্ছে। (570, 182, 739, 211)
article-continuation (571, 73, 739, 213)
paragraph: তিনি আরও বলেন, সরকার শিক্ষকদের প্রতি সহানুভূতিশীল। তবে সব দাবি একসঙ্গে পূরণ করা সম্ভব নয়। (205, 911, 374, 930)
paragraph: কেন্দ্রীয় ব্যাংকের হিসাবে, গত অর্থবছরে রেমিট্যান্স প্রবাহ উল্লেখযোগ্য হারে বেড়েছে। বৈধ পথে অর্থ পাঠাতে প্রণোদনা দেওয়ায় এ প্রবৃদ্ধি হয়েছে। (388, 168, 556, 197)
paragraph: ব্লক মার্কেটে সর্বোচ্চ লেনদেন হয়েছে ব্র্যাক ব্যাংকের শেয়ার। কোম্পানিটির ১০ কোটি ৪৮ লাখ টাকার শেয়ার হাতবদল হয়েছে। (16, 1168, 191, 1187)
paragraph: সংশ্লিষ্টরা আশা করছেন, আগামী সপ্তাহের বৈঠকে ইতিবাচক সিদ্ধান্ত এলে শ্রেণিকক্ষে ফিরবে কোলাহল। (570, 700, 739, 718)
paragraph: শুনানিতে তিনি বলেন, ‘অনিচ্ছাকৃত ভুলের জন্য আমি আন্তরিকভাবে দুঃখ প্রকাশ করছি।’ আদালত বলেন, ‘ভবিষ্যতে এ ধরনের ঘটনার পুনরাবৃত্তি যেন না ঘটে।’ (16, 1038, 191, 1067)
paragraph: তারা বলেন, জনগণকে সম্পৃক্ত করেই অপতথ্যের বিরুদ্ধে সামাজিক প্রতিরোধ গড়ে তোলা সম্ভব। (388, 749, 556, 767)
article-byline: রাজশাহী প্রতিনিধি (816, 993, 866, 1001)
article-body (388, 73, 556, 339)
column-5 (746, 73, 929, 1433)
column-1 (16, 73, 199, 1433)
article-continuation (388, 832, 556, 864)
paragraph: তিনি বলেন, সাংবাদিকদের পেশাগত নিরাপত্তা ও প্রশিক্ষণ নিশ্চিত করাও সমান গুরুত্বপূর্ণ। (388, 676, 556, 694)
article (16, 266, 191, 390)
paragraph: আলোচনা সভার আয়োজকরা জানান, দেশের বিভিন্ন বিভাগীয় শহরে ধারাবাহিকভাবে এ ধরনের সভা আয়োজন করা হবে। (388, 724, 556, 743)
column-grid (16, 73, 929, 1433)
column-4 (564, 73, 747, 1433)
paragraph: শিক্ষা মন্ত্রণালয়ের এক ঊর্ধ্বতন কর্মকর্তা বলেন, শিক্ষকদের দাবিগুলো যৌক্তিক বিবেচনায় পর্যালোচনা করা হচ্ছে। অর্থ মন্ত্রণালয়ের সঙ্গে আলোচনা চলছে। (205, 876, 374, 905)
paragraph: তারা মনে করেন, শিক্ষকদের পেশাগত মর্যাদা নিশ্চিত করা গেলে শিক্ষার গুণগত মান বাড়বে। এতে দীর্ঘমেয়াদে দেশ উপকৃত হবে। (205, 1033, 374, 1052)
paragraph: সিটি করপোরেশনের পক্ষ থেকে চিরুনি অভিযান চালানো হচ্ছে। লার্ভা পাওয়া গেলে জরিমানা করা হচ্ছে। (753, 133, 929, 152)
article (16, 847, 191, 950)
paragraph: বুধবার দুদকের প্রধান কার্যালয়ে মামলাটি দায়ের করা হয়। দুদকের উপপরিচালক বাদী হয়ে মামলাটি করেন। (205, 449, 374, 468)
paragraph: দেশে এডিস মশাবাহিত ডেঙ্গু জ্বরে আক্রান্ত হয়ে গত ২৪ ঘণ্টায় আরও ৫ জনের মৃত্যু হয়েছে। একই সময়ে হাসপাতালে ভর্তি হয়েছেন ৪৯০ জন। (753, 280, 929, 309)
paragraph: বাজার পর্যবেক্ষকরা বলছেন, আন্তর্জাতিক অর্থনৈতিক পরিস্থিতি ও ডলারের বিনিময় হারের অস্থিরতাও স্থানীয় বাজারে প্রভাব ফেলছে। (205, 343, 374, 372)
paragraph: প্রধান শেয়ারবাজারে এদিন ৩৯৮টি প্রতিষ্ঠানের শেয়ার ও ইউনিট লেনদেন হয়েছে। তার মধ্যে দর বেড়েছে ১৩৫টির, কমেছে ২১২টির এবং অপরিবর্তিত রয়েছে ৫১টি প্রতিষ্ঠানের শেয়ার দর। (16, 228, 191, 258)
article-headline[interactable]: ডিএসইতে দর পতনের শীর্ষে পিপলস (16, 79, 191, 97)
paragraph: বিশেষজ্ঞরা বলছেন, মশারি ব্যবহার, ফুলহাতা পোশাক পরা এবং ঘরের ভেতর ও বাইরে পানি জমতে না দেওয়ার মাধ্যমে ডেঙ্গু প্রতিরোধ সম্ভব। (753, 482, 929, 511)
paragraph: শ্রেণিকক্ষে ঝুলছে তালা, আর বাইরে দাঁড়িয়ে অপেক্ষা করছে কোমলমতি শিক্ষার্থীরা। শিক্ষকদের কর্মবিরতির কারণে এমন দৃশ্য দেখা গেছে বেশ কয়েকটি বিদ্যালয়ে। (570, 302, 739, 332)
article-body (16, 978, 191, 1139)
article (206, 1084, 374, 1233)
paragraph: কর্মসূচিতে অংশ নেওয়া এক শিক্ষক বলেন, ‘আমরা সম্মানজনক জীবনযাপনের নিশ্চয়তা চাই। এর বেশি কিছু নয়।’ (205, 960, 374, 979)
article-body (753, 1006, 929, 1243)
paragraph: স্থানীয় জনপ্রতিনিধিরা শিক্ষকদের সঙ্গে বৈঠক করেছেন। তারা দ্রুত ক্লাসে ফেরার অনুরোধ জানিয়েছেন। (570, 508, 739, 526)
paragraph: প্রবাসী বাংলাদেশিরা দেশে এসে ৬০ দিনের বেশি অবস্থান করলে নির্দিষ্ট প্রক্রিয়া অনুসরণ করতে হবে বলে জানিয়েছে সংশ্লিষ্ট কর্তৃপক্ষ। (205, 1262, 374, 1291)
paragraph: আলোচকরা বলেন, শিক্ষাপ্রতিষ্ঠানে তথ্যসাক্ষরতা বিষয়ে পাঠ অন্তর্ভুক্ত করা গেলে তরুণ প্রজন্ম গুজব শনাক্ত করতে পারবে। (388, 592, 556, 611)
paragraph: এছাড়া লেনদেনের শীর্ষ তালিকায় থাকা অন্য প্রতিষ্ঠানগুলো হলো- ব্র্যাক ব্যাংক, লাভেলো আইসক্রিম, ওরিয়ন ইনফিউশন, ইসলামী ব্যাংক, মিডল্যান্ড ব্যাংক, সোনালী পেপার ও এনআরবি ব্যাংক। (16, 359, 191, 388)
article (16, 956, 191, 1140)
